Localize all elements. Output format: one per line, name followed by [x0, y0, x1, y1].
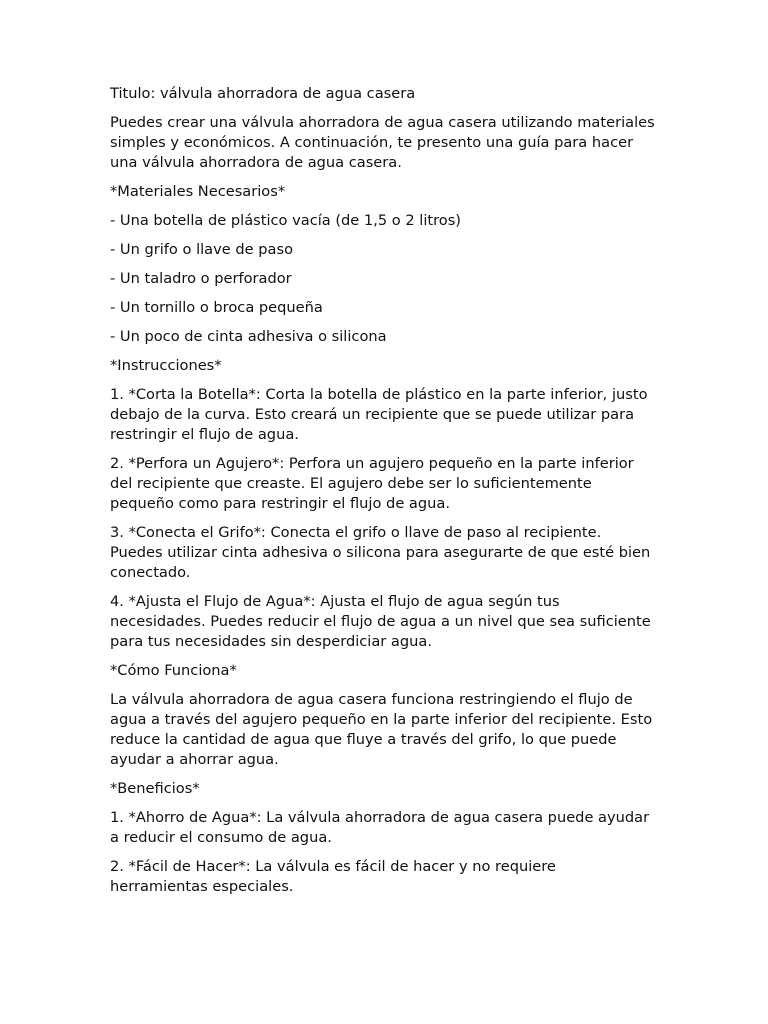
materials-item: - Un taladro o perforador: [110, 270, 292, 287]
benefit-item: 1. *Ahorro de Agua*: La válvula ahorradora de agua casera puede ayudar a reducir el consumo de agua.: [110, 809, 650, 846]
instruction-step: 2. *Perfora un Agujero*: Perfora un agujero pequeño en la parte inferior del recipiente que creaste. El agujero debe ser lo suficientemente pequeño como para restringir el flujo de agua.: [110, 455, 634, 512]
materials-item: - Un tornillo o broca pequeña: [110, 299, 323, 316]
document-page: [110, 84, 655, 906]
materials-item: - Un poco de cinta adhesiva o silicona: [110, 328, 387, 345]
document-title-line: Titulo: válvula ahorradora de agua casera: [110, 85, 416, 102]
instruction-step: 3. *Conecta el Grifo*: Conecta el grifo o llave de paso al recipiente. Puedes utilizar cinta adhesiva o silicona para asegurarte de que esté bien conectado.: [110, 524, 651, 581]
instruction-step: 4. *Ajusta el Flujo de Agua*: Ajusta el flujo de agua según tus necesidades. Puedes reducir el flujo de agua a un nivel que sea suficiente para tus necesidades sin desperdiciar agua.: [110, 593, 651, 650]
instruction-step: 1. *Corta la Botella*: Corta la botella de plástico en la parte inferior, justo debajo de la curva. Esto creará un recipiente que se puede utilizar para restringir el flujo de agua.: [110, 386, 648, 443]
instructions-heading: *Instrucciones*: [110, 357, 222, 374]
materials-heading: *Materiales Necesarios*: [110, 183, 286, 200]
how-it-works-paragraph: La válvula ahorradora de agua casera funciona restringiendo el flujo de agua a través del agujero pequeño en la parte inferior del recipiente. Esto reduce la cantidad de agua que fluye a través del grifo, lo que puede ayudar a ahorrar agua.: [110, 691, 653, 768]
benefits-heading: *Beneficios*: [110, 780, 200, 797]
how-it-works-heading: *Cómo Funciona*: [110, 662, 237, 679]
materials-item: - Un grifo o llave de paso: [110, 241, 293, 258]
intro-paragraph: Puedes crear una válvula ahorradora de agua casera utilizando materiales simples y económicos. A continuación, te presento una guía para hacer una válvula ahorradora de agua casera.: [110, 114, 655, 171]
materials-item: - Una botella de plástico vacía (de 1,5 o 2 litros): [110, 212, 462, 229]
benefit-item: 2. *Fácil de Hacer*: La válvula es fácil de hacer y no requiere herramientas especiales.: [110, 858, 556, 895]
